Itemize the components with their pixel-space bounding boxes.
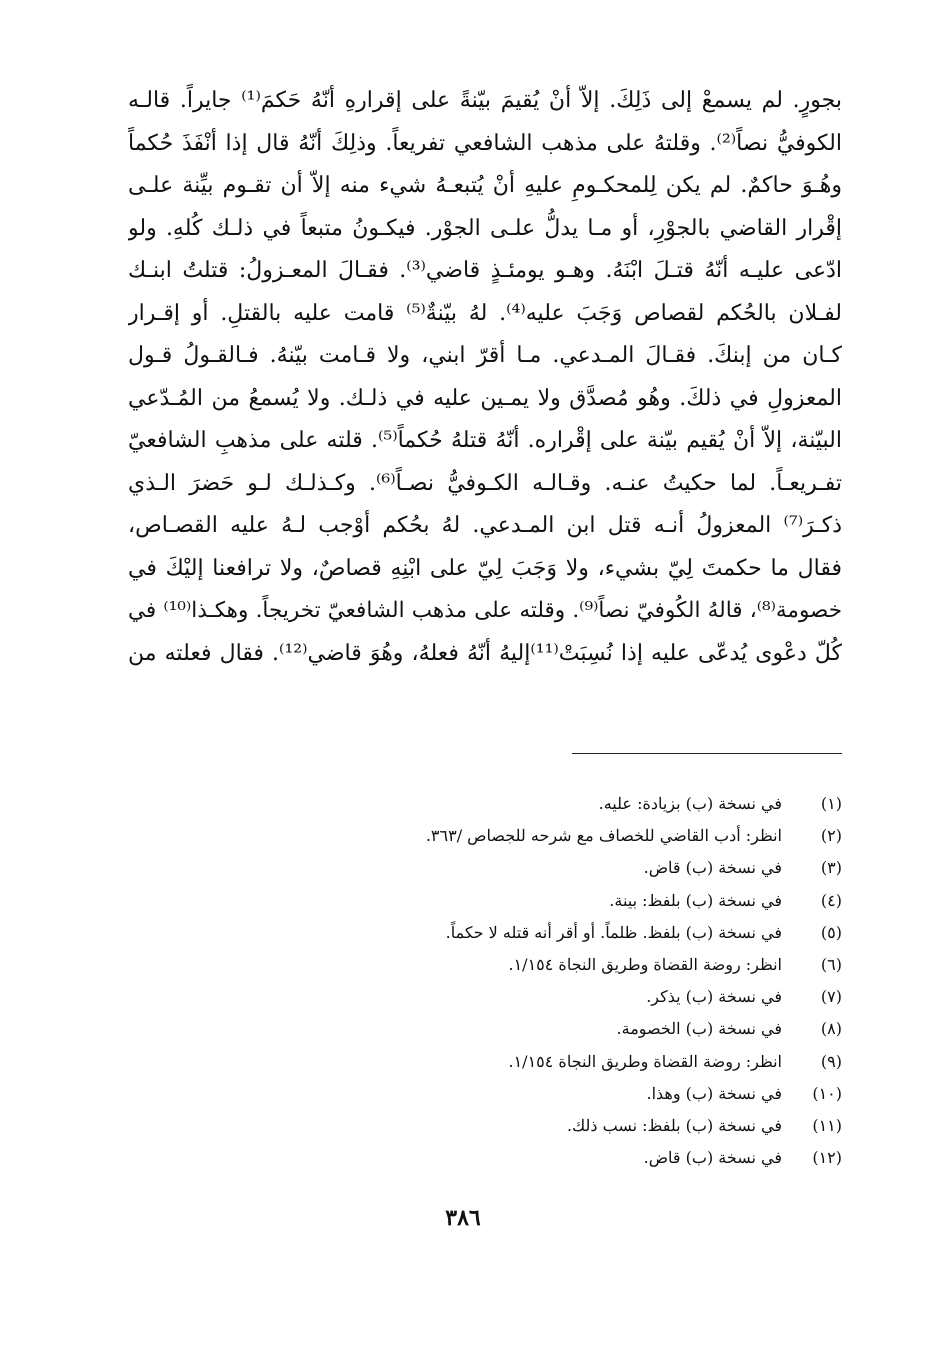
footnote-8	[128, 1013, 842, 1045]
footnote-5	[128, 917, 842, 949]
main-text	[128, 80, 842, 675]
footnote-number: (٨)	[820, 1019, 842, 1039]
footnote-3	[128, 852, 842, 884]
footnote-number: (٣)	[820, 858, 842, 878]
text-line-4: إقْرار القاضي بالجوْرِ، أو مـا يدلُّ علـى الجوْر. فيكـونُ متبعاً في ذلـك كُلهِ. ولو	[128, 215, 842, 241]
footnote-text: في نسخة (ب) وهذا.	[646, 1083, 782, 1103]
footnote-number: (٩)	[820, 1051, 842, 1071]
footnote-text: في نسخة (ب) بلفظ: نسب ذلك.	[566, 1115, 782, 1135]
footnote-number: (٤)	[820, 890, 842, 910]
text-line-6: لفـلان بالحُكم لقصاص وَجَبَ عليه⁽⁴⁾. لهُ بيّنةٌ⁽⁵⁾ قامت عليه بالقتلِ. أو إقـرار	[128, 300, 842, 326]
footnote-number: (١)	[820, 794, 842, 813]
footnote-9	[128, 1046, 842, 1078]
text-line-3: وهُـوَ حاكمٌ. لم يكن لِلمحكـومِ عليهِ أنْ يُتبعـهُ شيء منه إلاّ أن تقـوم بيِّنة علـى	[128, 173, 842, 198]
text-line-14: كُلّ دعْوى يُدعّى عليه إذا نُسِبَتْ⁽¹¹⁾إليهُ أنّهُ فعلهُ، وهُوَ قاضي⁽¹²⁾. فقال فعلته من	[128, 640, 842, 666]
footnote-number: (٢)	[820, 826, 842, 846]
footnote-text: انظر: روضة القضاة وطريق النجاة ١/١٥٤.	[508, 954, 782, 974]
text-line-2: الكوفيُّ نصاً⁽²⁾. وقلتهُ على مذهب الشافعي تفريعاً. وذلِكَ أنّهُ قال إذا أنْفَذَ حُكماً	[128, 130, 842, 156]
footnote-11	[128, 1110, 842, 1142]
text-line-8: المعزولِ في ذلكَ. وهُو مُصدَّق ولا يمـين عليه في ذلـك. ولا يُسمعُ من المُـدّعي	[128, 385, 842, 411]
page-number: ٣٨٦	[445, 1205, 481, 1231]
footnote-number: (٥)	[820, 922, 842, 942]
footnote-text: في نسخة (ب) يذكر.	[646, 987, 782, 1007]
text-line-12: فقال ما حكمتَ لِيّ بشيء، ولا وَجَبَ لِيّ على ابْنِهِ قصاصٌ، ولا ترافعنا إليْكَ في	[128, 555, 842, 581]
footnote-6	[128, 949, 842, 981]
footnote-number: (١١)	[812, 1115, 842, 1135]
footnotes	[128, 788, 842, 1174]
text-line-13: خصومة⁽⁸⁾، قالهُ الكُوفيّ نصاً⁽⁹⁾. وقلته على مذهب الشافعيّ تخريجاً. وهكـذا⁽¹⁰⁾ في	[128, 598, 842, 623]
text-line-1: بجورٍ. لم يسمعْ إلى ذَلِكَ. إلاّ أنْ يُقيمَ بيّنةً على إقرارهِ أنّهُ حَكمَ⁽¹⁾ جايراً. قالـه	[128, 88, 842, 113]
footnote-text: في نسخة (ب) قاض.	[643, 858, 782, 878]
footnote-text: انظر: أدب القاضي للخصاف مع شرحه للجصاص /٣٦٣.	[425, 826, 782, 846]
footnote-number: (١٢)	[812, 1148, 842, 1168]
footnote-7	[128, 981, 842, 1013]
footnote-number: (١٠)	[812, 1083, 842, 1103]
footnote-text: في نسخة (ب) بلفظ. ظلماً. أو أقر أنه قتله لا حكماً.	[445, 922, 782, 942]
footnote-text: في نسخة (ب) قاض.	[643, 1148, 782, 1168]
footnote-text: في نسخة (ب) الخصومة.	[616, 1019, 782, 1039]
footnote-number: (٧)	[820, 987, 842, 1007]
footnote-divider	[572, 753, 842, 754]
footnote-2	[128, 820, 842, 852]
footnote-number: (٦)	[820, 954, 842, 974]
text-line-10: تفـريعـاً. لما حكيتُ عنـه. وقـالـه الكـوفيُّ نصـاً⁽⁶⁾. وكـذلـك لـو حَضرَ الـذي	[128, 470, 842, 496]
text-line-9: البيّنة، إلاّ أنْ يُقيم بيّنة على إقْراره. أنّهُ قتلهُ حُكماً⁽⁵⁾. قلته على مذهبِ الشافعيّ	[128, 428, 842, 453]
footnote-12	[128, 1142, 842, 1174]
text-line-11: ذكـرَ⁽⁷⁾ المعزولُ أنـه قتل ابن المـدعي. لهُ بحُكم أوْجب لـهُ عليه القصـاص،	[128, 513, 842, 538]
footnote-text: في نسخة (ب) بزيادة: عليه.	[598, 794, 782, 813]
footnote-1	[128, 788, 842, 820]
footnote-4	[128, 885, 842, 917]
text-line-5: ادّعى عليـه أنّهُ قتـلَ ابْنَهُ. وهـو يومئـذٍ قاضي⁽³⁾. فقـالَ المعـزولُ: قتلتُ ابنـك	[128, 258, 842, 283]
text-line-7: كـان من إبنكَ. فقـالَ المـدعي. مـا أقرّ ابني، ولا قـامت بيّنهُ. فـالقـولُ قـول	[128, 343, 842, 368]
footnote-text: في نسخة (ب) بلفظ: بينة.	[609, 890, 782, 910]
footnote-text: انظر: روضة القضاة وطريق النجاة ١/١٥٤.	[508, 1051, 782, 1071]
footnote-10	[128, 1078, 842, 1110]
